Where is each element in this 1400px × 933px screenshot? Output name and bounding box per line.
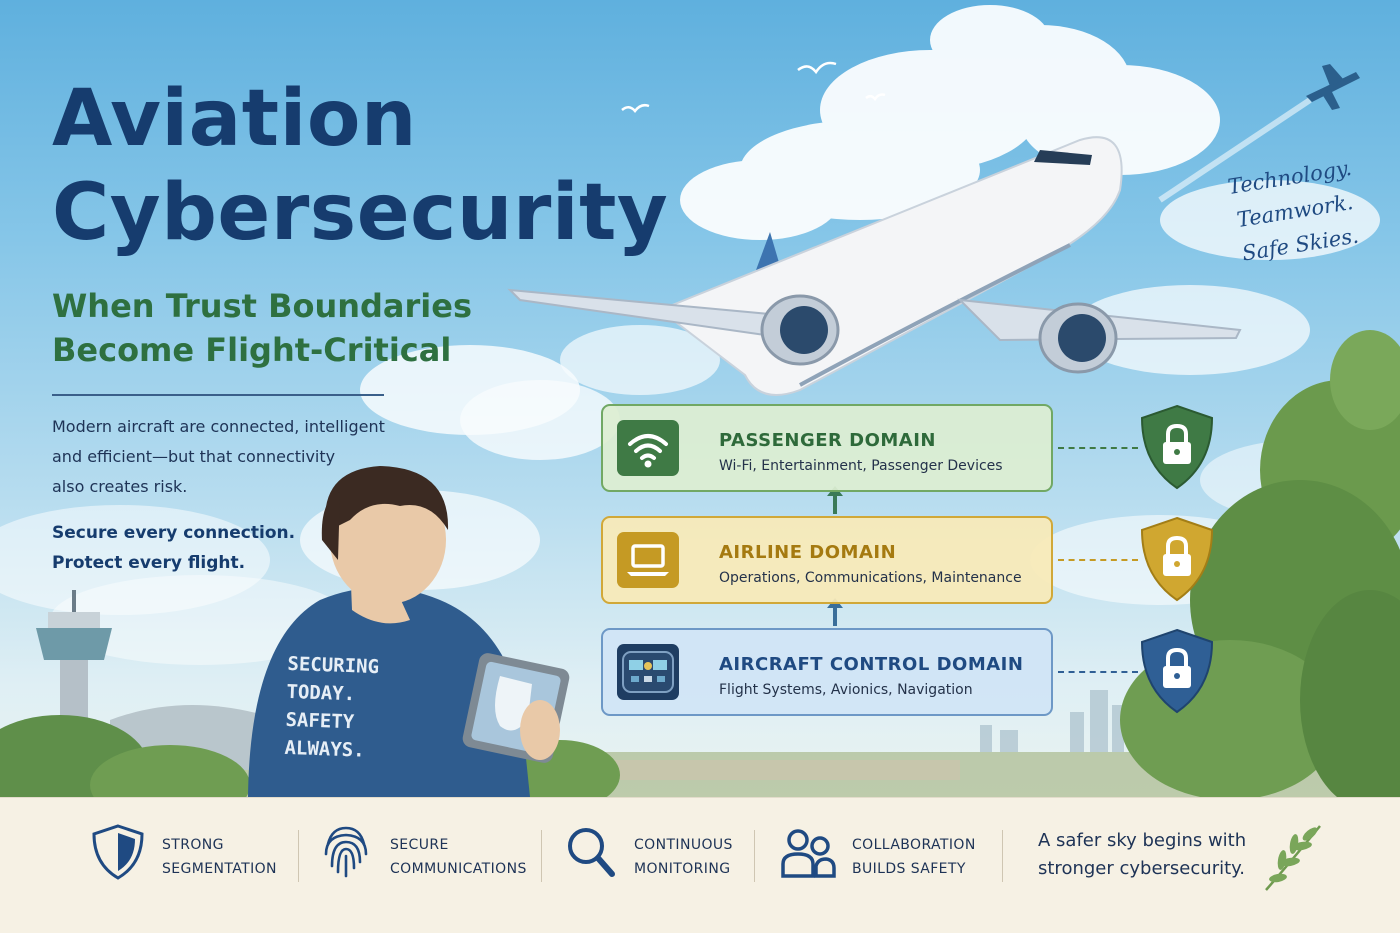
domain-name: PASSENGER DOMAIN bbox=[719, 430, 936, 451]
feature-label-line-2: BUILDS SAFETY bbox=[852, 861, 966, 877]
jacket-text bbox=[284, 650, 408, 766]
people-icon bbox=[780, 822, 836, 882]
domain-description: Operations, Communications, Maintenance bbox=[719, 570, 1022, 586]
jacket-line-4: ALWAYS. bbox=[284, 736, 365, 762]
tagline-line-2: Protect every flight. bbox=[52, 553, 246, 573]
closing-statement bbox=[1038, 827, 1258, 883]
feature-label-line-2: SEGMENTATION bbox=[162, 861, 277, 877]
laptop-icon bbox=[617, 532, 679, 588]
closing-line-1: A safer sky begins with bbox=[1038, 830, 1247, 851]
feature-label-line-2: MONITORING bbox=[634, 861, 731, 877]
lock-shield-icon bbox=[1138, 514, 1216, 604]
passenger-connector bbox=[1058, 447, 1138, 449]
airline-domain-card bbox=[601, 516, 1053, 604]
subtitle-line-2: Become Flight-Critical bbox=[52, 331, 452, 369]
aircraft-control-domain-card bbox=[601, 628, 1053, 716]
closing-line-2: stronger cybersecurity. bbox=[1038, 858, 1245, 879]
feature-label-line-1: SECURE bbox=[390, 837, 449, 853]
feature-divider bbox=[541, 830, 542, 882]
feature-label bbox=[162, 833, 277, 881]
passenger-domain-card bbox=[601, 404, 1053, 492]
domain-name: AIRCRAFT CONTROL DOMAIN bbox=[719, 654, 1024, 675]
control-connector bbox=[1058, 671, 1138, 673]
airline-connector bbox=[1058, 559, 1138, 561]
intro-text bbox=[52, 412, 422, 502]
runway bbox=[560, 760, 960, 780]
feature-label-line-1: STRONG bbox=[162, 837, 224, 853]
title-line-2: Cybersecurity bbox=[52, 168, 669, 258]
intro-line-1: Modern aircraft are connected, intelligent bbox=[52, 417, 385, 436]
domain-description: Wi-Fi, Entertainment, Passenger Devices bbox=[719, 458, 1003, 474]
tagline-line-1: Secure every connection. bbox=[52, 523, 296, 543]
title-line-1: Aviation bbox=[52, 74, 417, 164]
jacket-line-3: SAFETY bbox=[285, 708, 355, 734]
fingerprint-icon bbox=[318, 822, 374, 882]
feature-label-line-1: COLLABORATION bbox=[852, 837, 976, 853]
domain-description: Flight Systems, Avionics, Navigation bbox=[719, 682, 973, 698]
distant-plane bbox=[1306, 64, 1360, 110]
feature-label-line-1: CONTINUOUS bbox=[634, 837, 733, 853]
feature-label bbox=[852, 833, 976, 881]
tagline bbox=[52, 518, 372, 578]
lock-shield-icon bbox=[1138, 626, 1216, 716]
shield-icon bbox=[90, 822, 146, 882]
feature-label bbox=[634, 833, 733, 881]
wifi-icon bbox=[617, 420, 679, 476]
feature-divider bbox=[298, 830, 299, 882]
subtitle bbox=[52, 284, 512, 372]
slogan-line-3: Safe Skies. bbox=[1240, 223, 1361, 266]
domain-name: AIRLINE DOMAIN bbox=[719, 542, 897, 563]
jacket-line-1: SECURING bbox=[287, 652, 380, 679]
slogan-line-2: Teamwork. bbox=[1235, 189, 1355, 233]
lock-shield-icon bbox=[1138, 402, 1216, 492]
intro-line-3: also creates risk. bbox=[52, 477, 188, 496]
feature-label bbox=[390, 833, 527, 881]
cockpit-icon bbox=[617, 644, 679, 700]
feature-divider bbox=[754, 830, 755, 882]
magnifier-icon bbox=[562, 822, 618, 882]
leaf-sprig-icon bbox=[1258, 820, 1328, 896]
subtitle-line-1: When Trust Boundaries bbox=[52, 287, 472, 325]
slogan-line-1: Technology. bbox=[1226, 155, 1354, 200]
jacket-line-2: TODAY. bbox=[286, 680, 356, 706]
intro-line-2: and efficient—but that connectivity bbox=[52, 447, 336, 466]
feature-label-line-2: COMMUNICATIONS bbox=[390, 861, 527, 877]
title-divider bbox=[52, 394, 384, 396]
page-title bbox=[52, 72, 668, 260]
feature-divider bbox=[1002, 830, 1003, 882]
